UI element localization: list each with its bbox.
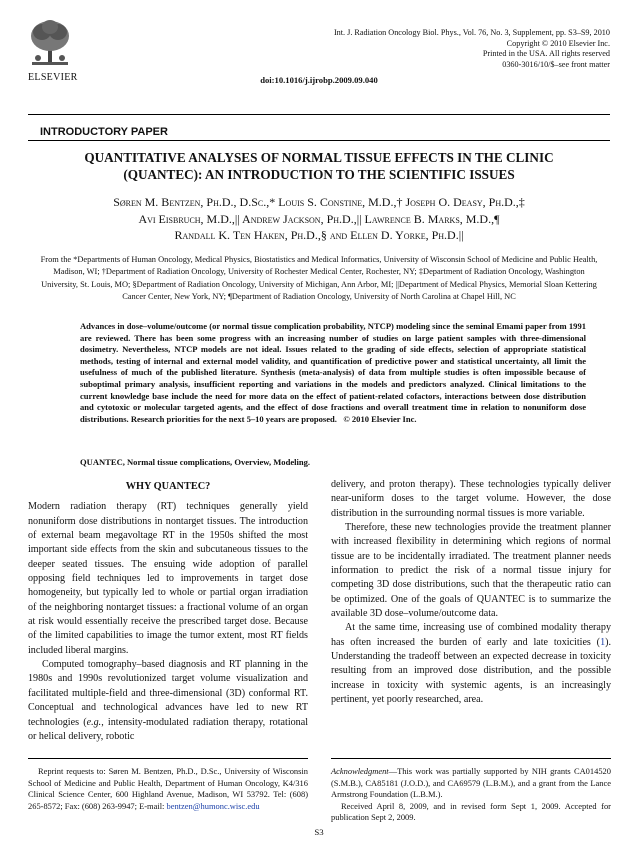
journal-header: [334, 28, 610, 70]
elsevier-tree-logo: [28, 18, 72, 73]
page-number: S3: [314, 827, 324, 837]
body-left-column: [28, 480, 308, 744]
right-paragraph-1: delivery, and proton therapy). These technologies typically deliver near-uniform doses to the target volume. However, the dose distribution in the surrounding normal tissues is more variable.: [331, 479, 611, 519]
publisher-name: ELSEVIER: [28, 72, 78, 83]
left-paragraph-1: Modern radiation therapy (RT) techniques generally yield nonuniform dose distributions in nontarget tissues. The introduction of external beam megavoltage RT in the 1950s shifted the most important side effects from the skin and subcutaneous tissues to the deeper seated tissues. The ensuing wide adoption of parallel opposing field techniques led to improvements in target dose homogeneity, but typically led to whole or partial organ irradiation of the neighboring nontarget tissues: a fractional volume of an organ at risk would essentially receive the prescribed target dose. Because of the limited capabilities to image the tumor extent, most RT fields included liberal margins.: [28, 501, 308, 656]
issn-line: 0360-3016/10/$–see front matter: [502, 59, 610, 69]
abstract-copyright: © 2010 Elsevier Inc.: [343, 413, 417, 424]
acknowledgment: [331, 766, 611, 824]
journal-citation: Int. J. Radiation Oncology Biol. Phys., Vol. 76, No. 3, Supplement, pp. S3–S9, 2010: [333, 28, 610, 37]
section-heading-why-quantec: WHY QUANTEC?: [125, 481, 211, 492]
section-label: INTRODUCTORY PAPER: [40, 126, 168, 138]
right-paragraph-3: At the same time, increasing use of combined modality therapy has often increased the burden of early and late toxicities (1). Understanding the tradeoff between an expected decrease in toxicity resulting from an improved dose distribution, and the possible increase in toxicity with systemic agents, is an increasingly pertinent, yet poorly researched, area.: [331, 622, 611, 706]
acknowledgment-text: —This work was partially supported by NIH grants CA014520 (S.M.B.), CA85181 (J.O.D.), and CA69579 (L.B.M.), and a grant from the Lance Armstrong Foundation (L.B.M.).: [331, 766, 611, 800]
section-divider: [28, 140, 610, 141]
abstract-text: Advances in dose–volume/outcome (or normal tissue complication probability, NTCP) modeling since the seminal Emami paper from 1991 are reviewed. There has been some progress with an increasing number of studies on large patient samples with three-dimensional dosimetry. Nevertheless, NTCP models are not ideal. Issues related to the grading of side effects, selection of appropriate statistical methods, testing of internal and external model validity, and quantification of predictive power and statistical uncertainty, all limit the usefulness of much of the published literature. Synthesis (meta-analysis) of data from multiple studies is often impossible because of suboptimal primary analysis, insufficient reporting and variations in the models and predictors analyzed. Clinical limitations to the current knowledge base include the need for more data on the effect of patient-related cofactors, interactions between dose distribution and cytotoxic or molecular targeted agents, and the effect of dose fractions and overall treatment time in relation to nonuniform dose distributions. Research priorities for the next 5–10 years are proposed.: [80, 321, 586, 424]
affiliations: From the *Departments of Human Oncology, Medical Physics, Biostatistics and Medical Informatics, University of Wisconsin School of Medicine and Public Health, Madison, WI; †Department of Radiation Oncology, University of Rochester Medical Center, Rochester, NY; ‡Department of Radiation Oncology, Washington University, St. Louis, MO; §Department of Radiation Oncology, University of Michigan, Ann Arbor, MI; ||Department of Medical Physics, Memorial Sloan Kettering Cancer Center, New York, NY; ¶Department of Radiation Oncology, University of North Carolina at Chapel Hill, NC: [40, 255, 598, 302]
footnote-divider-left: [28, 758, 308, 759]
keywords: QUANTEC, Normal tissue complications, Overview, Modeling.: [80, 457, 311, 467]
authors-line-3: Randall K. Ten Haken, Ph.D.,§ and Ellen D. Yorke, Ph.D.||: [174, 228, 464, 242]
author-list: [40, 194, 598, 244]
abstract: [80, 321, 586, 425]
header-divider: [28, 114, 610, 115]
authors-line-2: Avi Eisbruch, M.D.,|| Andrew Jackson, Ph.D.,|| Lawrence B. Marks, M.D.,¶: [138, 211, 500, 226]
body-right-column: [331, 478, 611, 708]
acknowledgment-label: Acknowledgment: [331, 766, 389, 776]
reference-link-1[interactable]: 1: [600, 636, 606, 648]
right-paragraph-2: Therefore, these new technologies provide the treatment planner with increased flexibility in determining which regions of normal tissue are to be incidentally irradiated. The treatment planner needs information to predict the risk of a normal tissue injury for competing 3D dose distributions, such that the therapeutic ratio can be optimized. One of the goals of QUANTEC is to summarize the available 3D dose–volume/outcome data.: [331, 522, 611, 620]
copyright-line: Copyright © 2010 Elsevier Inc.: [506, 38, 610, 48]
doi[interactable]: doi:10.1016/j.ijrobp.2009.09.040: [260, 75, 378, 85]
reprint-requests: Reprint requests to: Søren M. Bentzen, Ph.D., D.Sc., University of Wisconsin School of Medicine and Public Health, Department of Human Oncology, K4/316 Clinical Science Center, 600 Highland Avenue, Madison, WI 53792. Tel: (608) 265-8572; Fax: (608) 263-9947; E-mail: bentzen@humonc.wisc.edu: [28, 766, 308, 811]
author-email-link[interactable]: bentzen@humonc.wisc.edu: [166, 800, 260, 811]
footnote-divider-right: [331, 758, 611, 759]
left-paragraph-2: Computed tomography–based diagnosis and RT planning in the 1980s and 1990s revolutionized target volume visualization and facilitated multiple-field and three-dimensional (3D) conformal RT. Conceptual and technological advances have led to new RT technologies (e.g., intensity-modulated radiation therapy, rotational or helical delivery, robotic: [28, 659, 309, 742]
received-dates: Received April 8, 2009, and in revised form Sept 1, 2009. Accepted for publication Sept 2, 2009.: [331, 800, 611, 823]
rights-line: Printed in the USA. All rights reserved: [482, 49, 610, 59]
authors-line-1: Søren M. Bentzen, Ph.D., D.Sc.,* Louis S. Constine, M.D.,† Joseph O. Deasy, Ph.D.,‡: [113, 195, 525, 209]
article-title: QUANTITATIVE ANALYSES OF NORMAL TISSUE EFFECTS IN THE CLINIC (QUANTEC): AN INTRODUCTION TO THE SCIENTIFIC ISSUES: [84, 150, 554, 182]
